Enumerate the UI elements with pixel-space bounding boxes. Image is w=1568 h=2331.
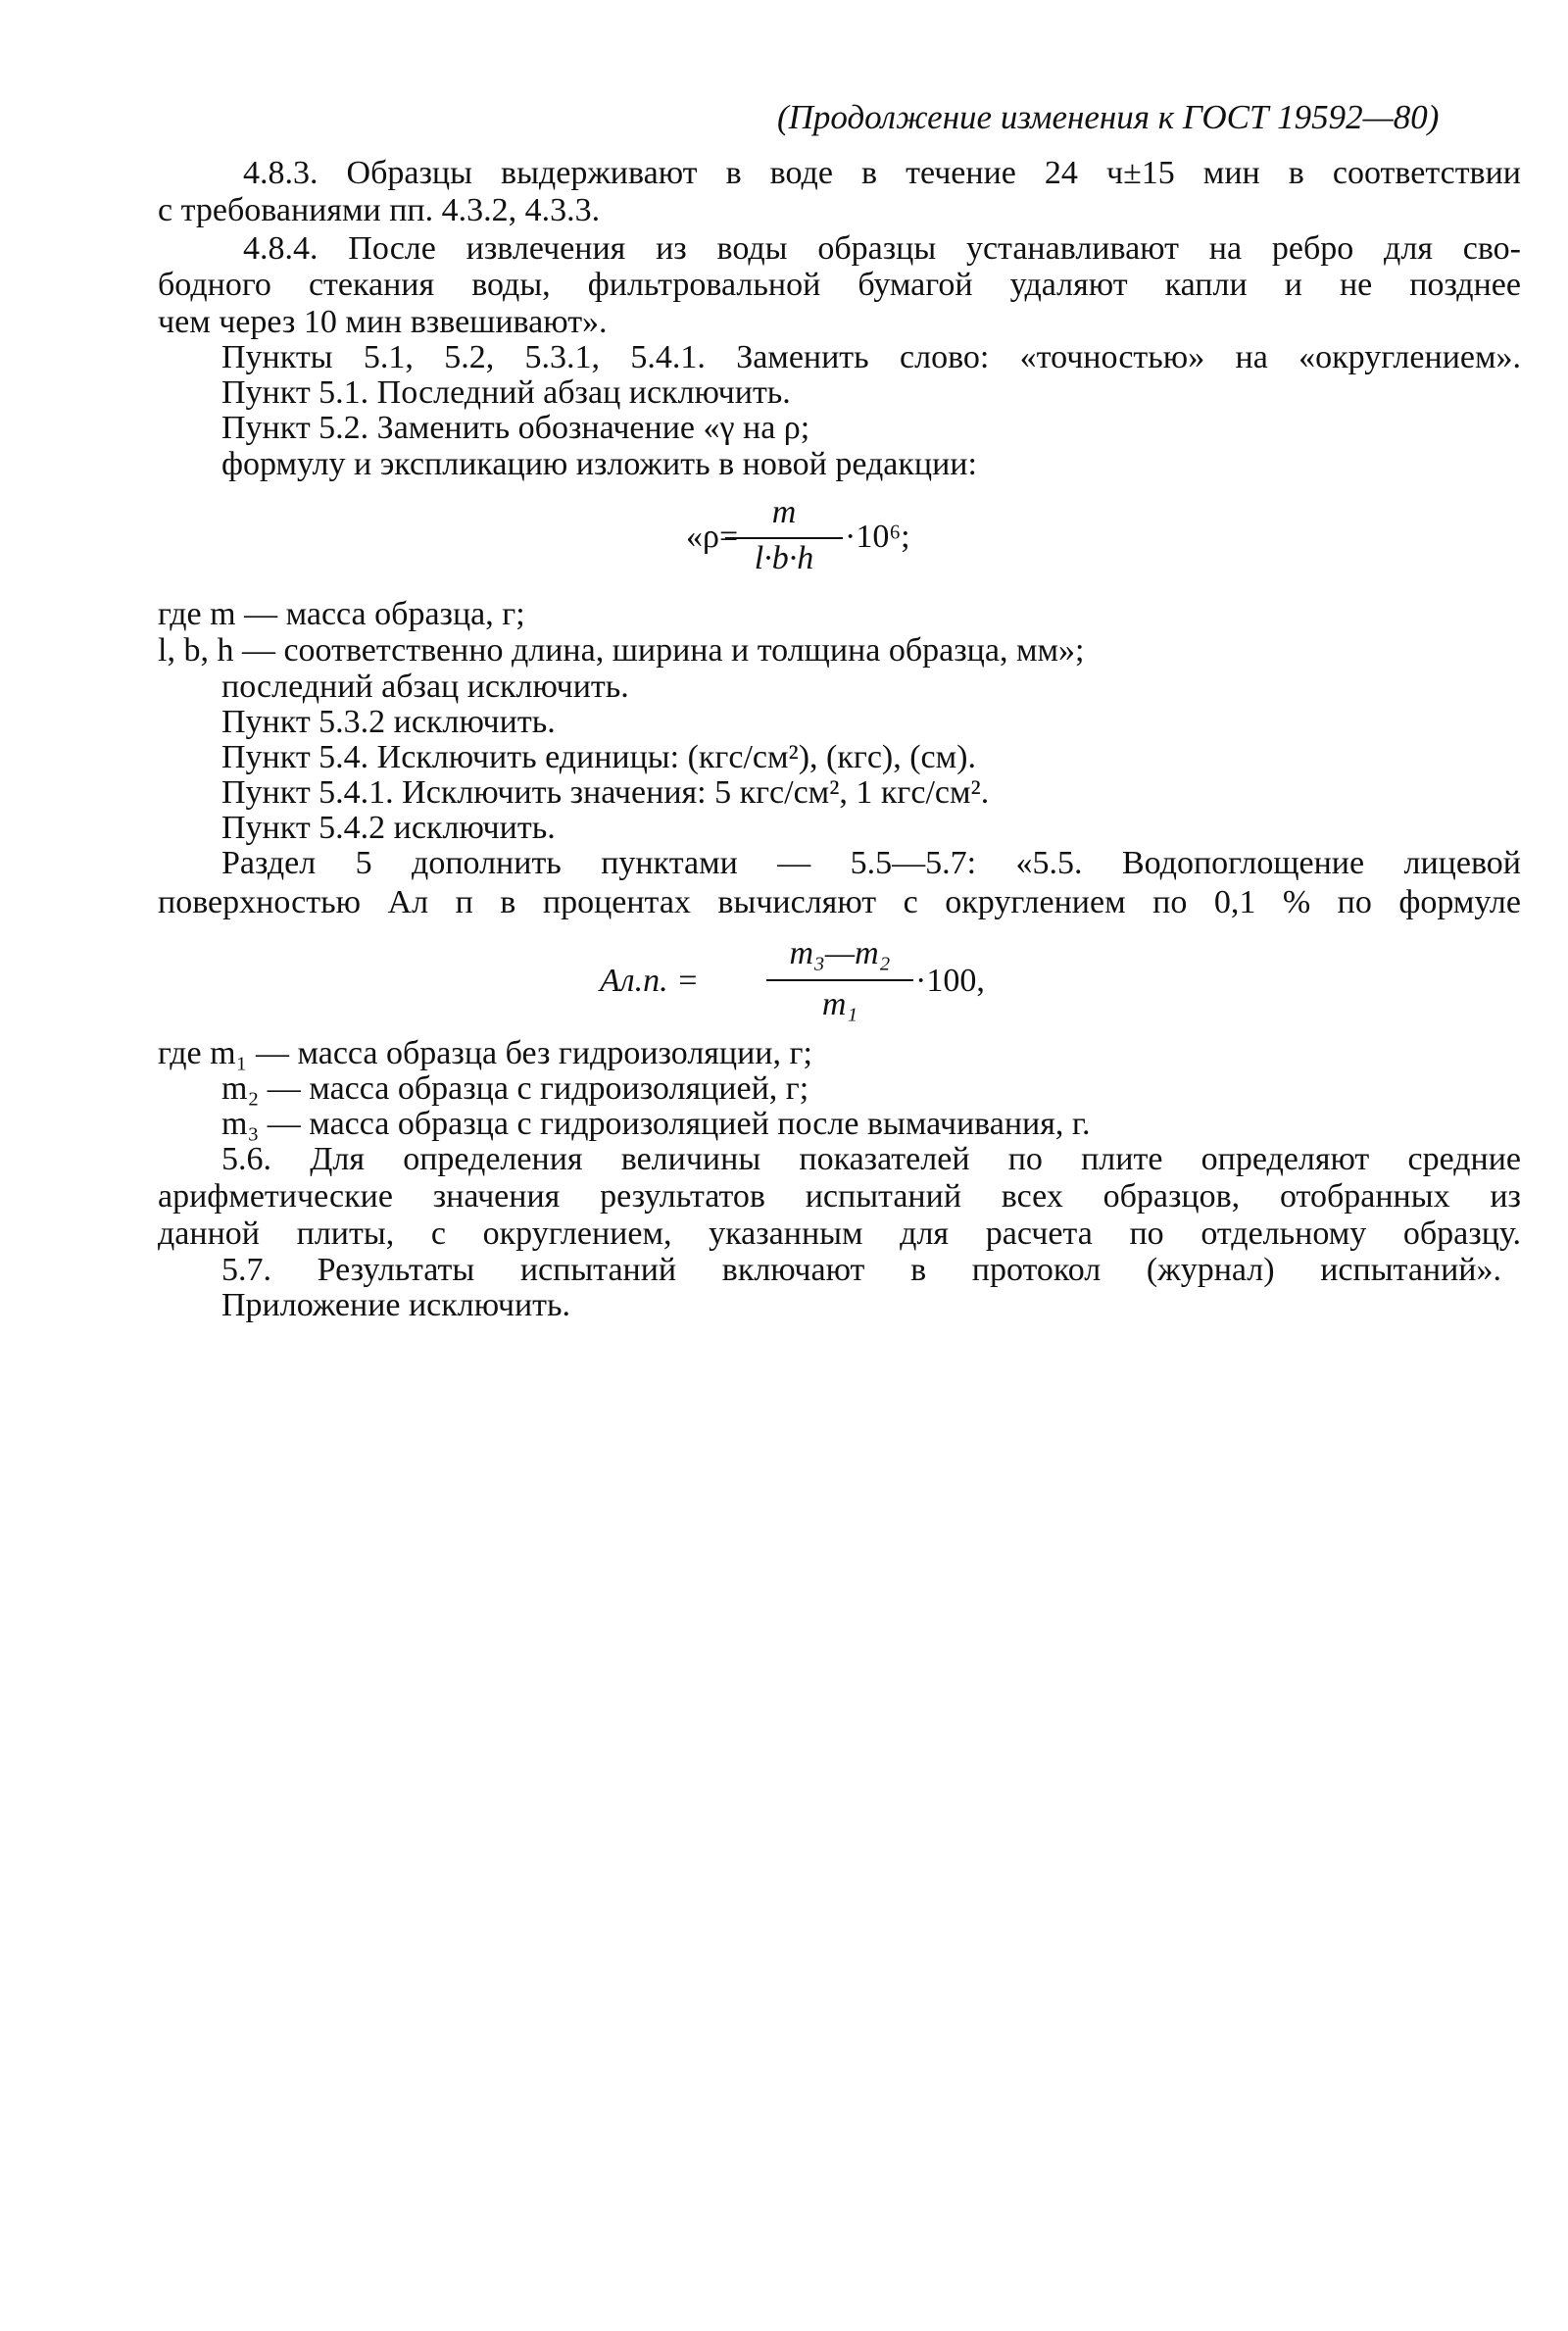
point-5-3-2-line: Пункт 5.3.2 исключить. (221, 704, 556, 740)
section-5-line-1: Раздел 5 дополнить пунктами — 5.5—5.7: «5.5. Водопоглощение лицевой (221, 845, 1521, 881)
last-abstract-line: последний абзац исключить. (221, 669, 629, 705)
paragraph-4-8-3-line-2: с требованиями пп. 4.3.2, 4.3.3. (158, 192, 601, 228)
formula-1-fraction-bar (725, 537, 843, 539)
density-formula (686, 490, 1000, 588)
where-m2-line: m₂ — масса образца с гидроизоляцией, г; (221, 1070, 809, 1107)
formula-2-lhs: Aл.п. = (600, 963, 700, 999)
formula-2-denominator: m₁ (821, 986, 858, 1022)
paragraph-4-8-4-line-2: бодного стекания воды, фильтровальной бумагой удаляют капли и не позднее (158, 267, 1521, 303)
paragraph-5-6-line-1: 5.6. Для определения величины показателей по плите определяют средние (221, 1141, 1521, 1177)
formula-1-lhs: «ρ= (686, 519, 739, 555)
formula-2-numerator: m₃—m₂ (789, 935, 891, 971)
formula-2-fraction-bar (766, 979, 913, 981)
water-absorption-formula (600, 926, 1011, 1034)
point-5-4-2-line: Пункт 5.4.2 исключить. (221, 810, 556, 846)
paragraph-5-6-line-2: арифметические значения результатов испытаний всех образцов, отобранных из (158, 1178, 1521, 1215)
point-5-1-line: Пункт 5.1. Последний абзац исключить. (221, 374, 791, 411)
formula-1-numerator: m (771, 494, 797, 530)
paragraph-5-7-line: 5.7. Результаты испытаний включают в протокол (журнал) испытаний». (221, 1252, 1501, 1288)
section-5-line-2: поверхностью Aл п в процентах вычисляют с округлением по 0,1 % по формуле (158, 884, 1521, 920)
where-m1-line: где m₁ — масса образца без гидроизоляции, г; (158, 1035, 812, 1071)
replace-word-line: Пункты 5.1, 5.2, 5.3.1, 5.4.1. Заменить слово: «точностью» на «округлением». (221, 339, 1521, 375)
point-5-2-line: Пункт 5.2. Заменить обозначение «γ на ρ; (221, 410, 810, 446)
formula-2-tail: ·100, (915, 963, 985, 999)
point-5-4-line: Пункт 5.4. Исключить единицы: (кгс/см²), (кгс), (см). (221, 739, 976, 775)
paragraph-4-8-3-line-1: 4.8.3. Образцы выдерживают в воде в течение 24 ч±15 мин в соответствии (243, 155, 1521, 191)
formula-1-denominator: l·b·h (754, 540, 814, 576)
appendix-line: Приложение исключить. (221, 1287, 571, 1323)
page-header: (Продолжение изменения к ГОСТ 19592—80) (777, 98, 1440, 136)
where-m3-line: m₃ — масса образца с гидроизоляцией после вымачивания, г. (221, 1106, 1091, 1142)
point-5-4-1-line: Пункт 5.4.1. Исключить значения: 5 кгс/см², 1 кгс/см². (221, 774, 990, 811)
where-m-line: где m — масса образца, г; (158, 596, 525, 632)
formula-1-tail: ·10⁶; (845, 519, 910, 555)
formula-intro-line: формулу и экспликацию изложить в новой редакции: (221, 446, 977, 482)
paragraph-4-8-4-line-3: чем через 10 мин взвешивают». (158, 304, 608, 340)
where-lbh-line: l, b, h — соответственно длина, ширина и толщина образца, мм»; (158, 632, 1085, 669)
paragraph-5-6-line-3: данной плиты, с округлением, указанным для расчета по отдельному образцу. (158, 1215, 1521, 1252)
paragraph-4-8-4-line-1: 4.8.4. После извлечения из воды образцы устанавливают на ребро для сво- (243, 230, 1521, 267)
